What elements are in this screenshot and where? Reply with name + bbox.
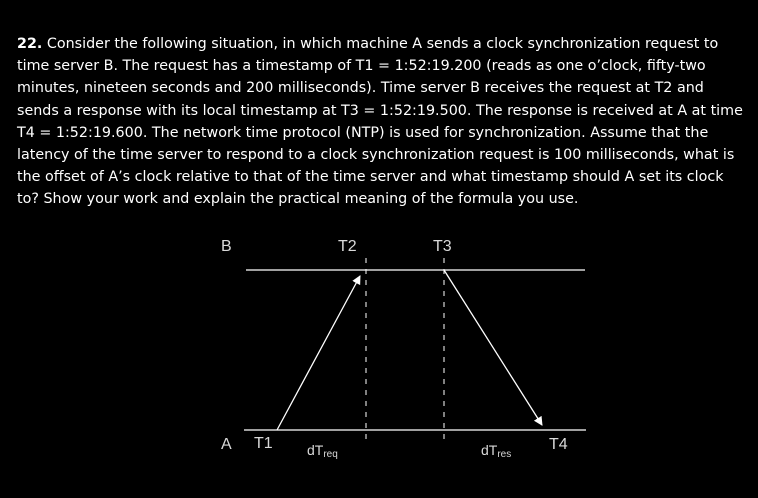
label-machine-a: A <box>221 436 232 453</box>
question-body: Consider the following situation, in which machine A sends a clock synchronization request to time server B. The request has a timestamp of T1 = 1:52:19.200 (reads as one o’clock, fifty-two minutes, nineteen seconds and 200 milliseconds). Time server B receives the request at T2 and sends a response with its local timestamp at T3 = 1:52:19.500. The response is received at A at time T4 = 1:52:19.600. The network time protocol (NTP) is used for synchronization. Assume that the latency of the time server to respond to a clock synchronization request is 100 milliseconds, what is the offset of A’s clock relative to that of the time server and what timestamp should A set its clock to? Show your work and explain the practical meaning of the formula you use. <box>17 36 743 208</box>
label-dtres: dTres <box>481 442 512 460</box>
response-message-arrow <box>444 270 542 425</box>
label-server-b: B <box>221 238 232 255</box>
label-t3: T3 <box>433 238 452 255</box>
question-number: 22. <box>17 36 43 52</box>
label-dtreq: dTreq <box>307 442 338 460</box>
label-t1: T1 <box>254 435 273 452</box>
label-t2: T2 <box>338 238 357 255</box>
request-message-arrow <box>277 276 360 430</box>
label-t4: T4 <box>549 436 568 453</box>
